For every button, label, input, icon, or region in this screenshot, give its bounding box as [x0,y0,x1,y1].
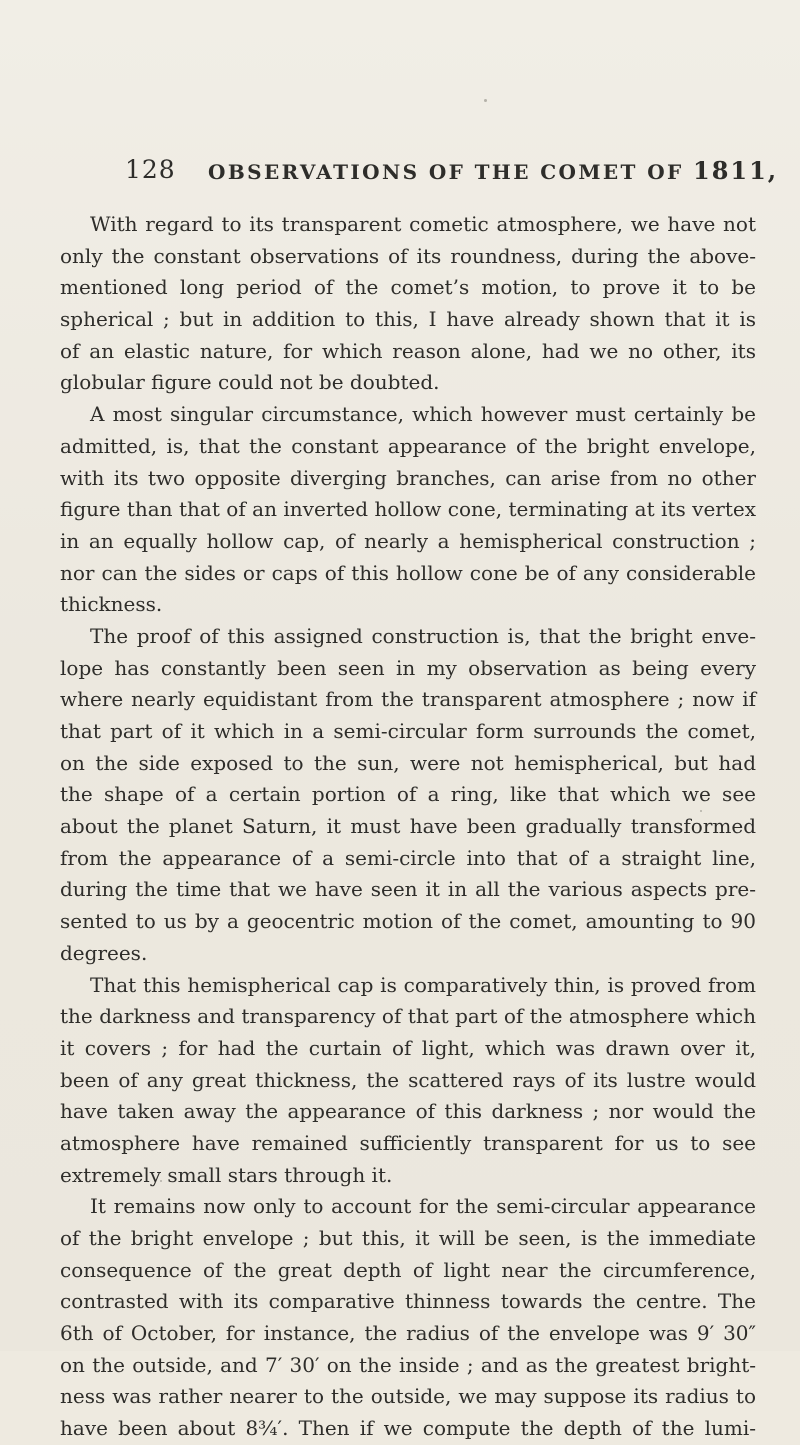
text-line: ness was rather nearer to the outside, we may suppose its radius to [60,1384,756,1409]
text-line: lope has constantly been seen in my observation as being every [60,655,756,680]
text-line: consequence of the great depth of light near the circumference, [60,1257,756,1282]
text-line: have taken away the appearance of this darkness ; nor would the [60,1099,756,1124]
page-header [125,155,779,195]
text-line: atmosphere have remained sufficiently transparent for us to see [60,1130,756,1155]
text-line: mentioned long period of the comet’s motion, to prove it to be [60,275,756,300]
paragraph [60,1191,756,1445]
paragraph [60,209,756,399]
text-line: during the time that we have seen it in all the various aspects pre- [60,877,756,902]
running-title-text: OBSERVATIONS OF THE COMET OF [208,160,684,184]
paragraph [60,970,756,1192]
text-line: That this hemispherical cap is comparatively thin, is proved from [90,972,756,997]
text-line: contrasted with its comparative thinness towards the centre. The [60,1289,756,1314]
paragraph [60,399,756,621]
text-line: from the appearance of a semi-circle into that of a straight line, [60,845,756,870]
text-line: With regard to its transparent cometic atmosphere, we have not [90,212,756,236]
text-line: admitted, is, that the constant appearance of the bright envelope, [60,433,756,458]
text-line: globular figure could not be doubted. [60,370,440,395]
text-line: have been about 8¾′. Then if we compute the depth of the lumi- [60,1416,756,1441]
text-line: where nearly equidistant from the transparent atmosphere ; now if [60,687,756,712]
text-line: on the side exposed to the sun, were not hemispherical, but had [60,750,756,775]
text-line: degrees. [60,940,148,965]
paragraph [60,621,756,970]
text-line: with its two opposite diverging branches, can arise from no other [60,465,756,490]
running-title [208,156,778,185]
text-line: thickness. [60,592,163,617]
page-number: 128 [125,155,176,184]
body-text [60,209,756,1445]
text-line: it covers ; for had the curtain of light, which was drawn over it, [60,1035,756,1060]
paper-speck [484,99,487,102]
text-line: about the planet Saturn, it must have been gradually transformed [60,814,756,839]
text-line: that part of it which in a semi-circular form surrounds the comet, [60,719,756,743]
text-line: on the outside, and 7′ 30′ on the inside ; and as the greatest bright- [60,1352,756,1377]
text-line: extremely small stars through it. [60,1162,393,1187]
text-line: The proof of this assigned construction is, that the bright enve- [90,623,756,648]
text-line: of an elastic nature, for which reason alone, had we no other, its [60,338,756,363]
text-line: only the constant observations of its roundness, during the above- [60,243,756,268]
text-line: the shape of a certain portion of a ring, like that which we see [60,782,756,807]
text-line: 6th of October, for instance, the radius of the envelope was 9′ 30″ [60,1321,756,1346]
text-line: spherical ; but in addition to this, I have already shown that it is [60,307,756,332]
text-line: been of any great thickness, the scattered rays of its lustre would [60,1067,756,1092]
text-line: of the bright envelope ; but this, it will be seen, is the immediate [60,1226,756,1250]
text-line: in an equally hollow cap, of nearly a hemispherical construction ; [60,528,756,553]
text-line: It remains now only to account for the semi-circular appearance [90,1194,756,1219]
text-line: A most singular circumstance, which however must certainly be [90,402,756,427]
text-line: sented to us by a geocentric motion of the comet, amounting to 90 [60,909,756,934]
text-line: nor can the sides or caps of this hollow cone be of any considerable [60,560,756,585]
running-title-year: 1811, [693,156,779,185]
text-line: figure than that of an inverted hollow cone, terminating at its vertex [60,497,756,522]
text-line: the darkness and transparency of that part of the atmosphere which [60,1004,756,1029]
